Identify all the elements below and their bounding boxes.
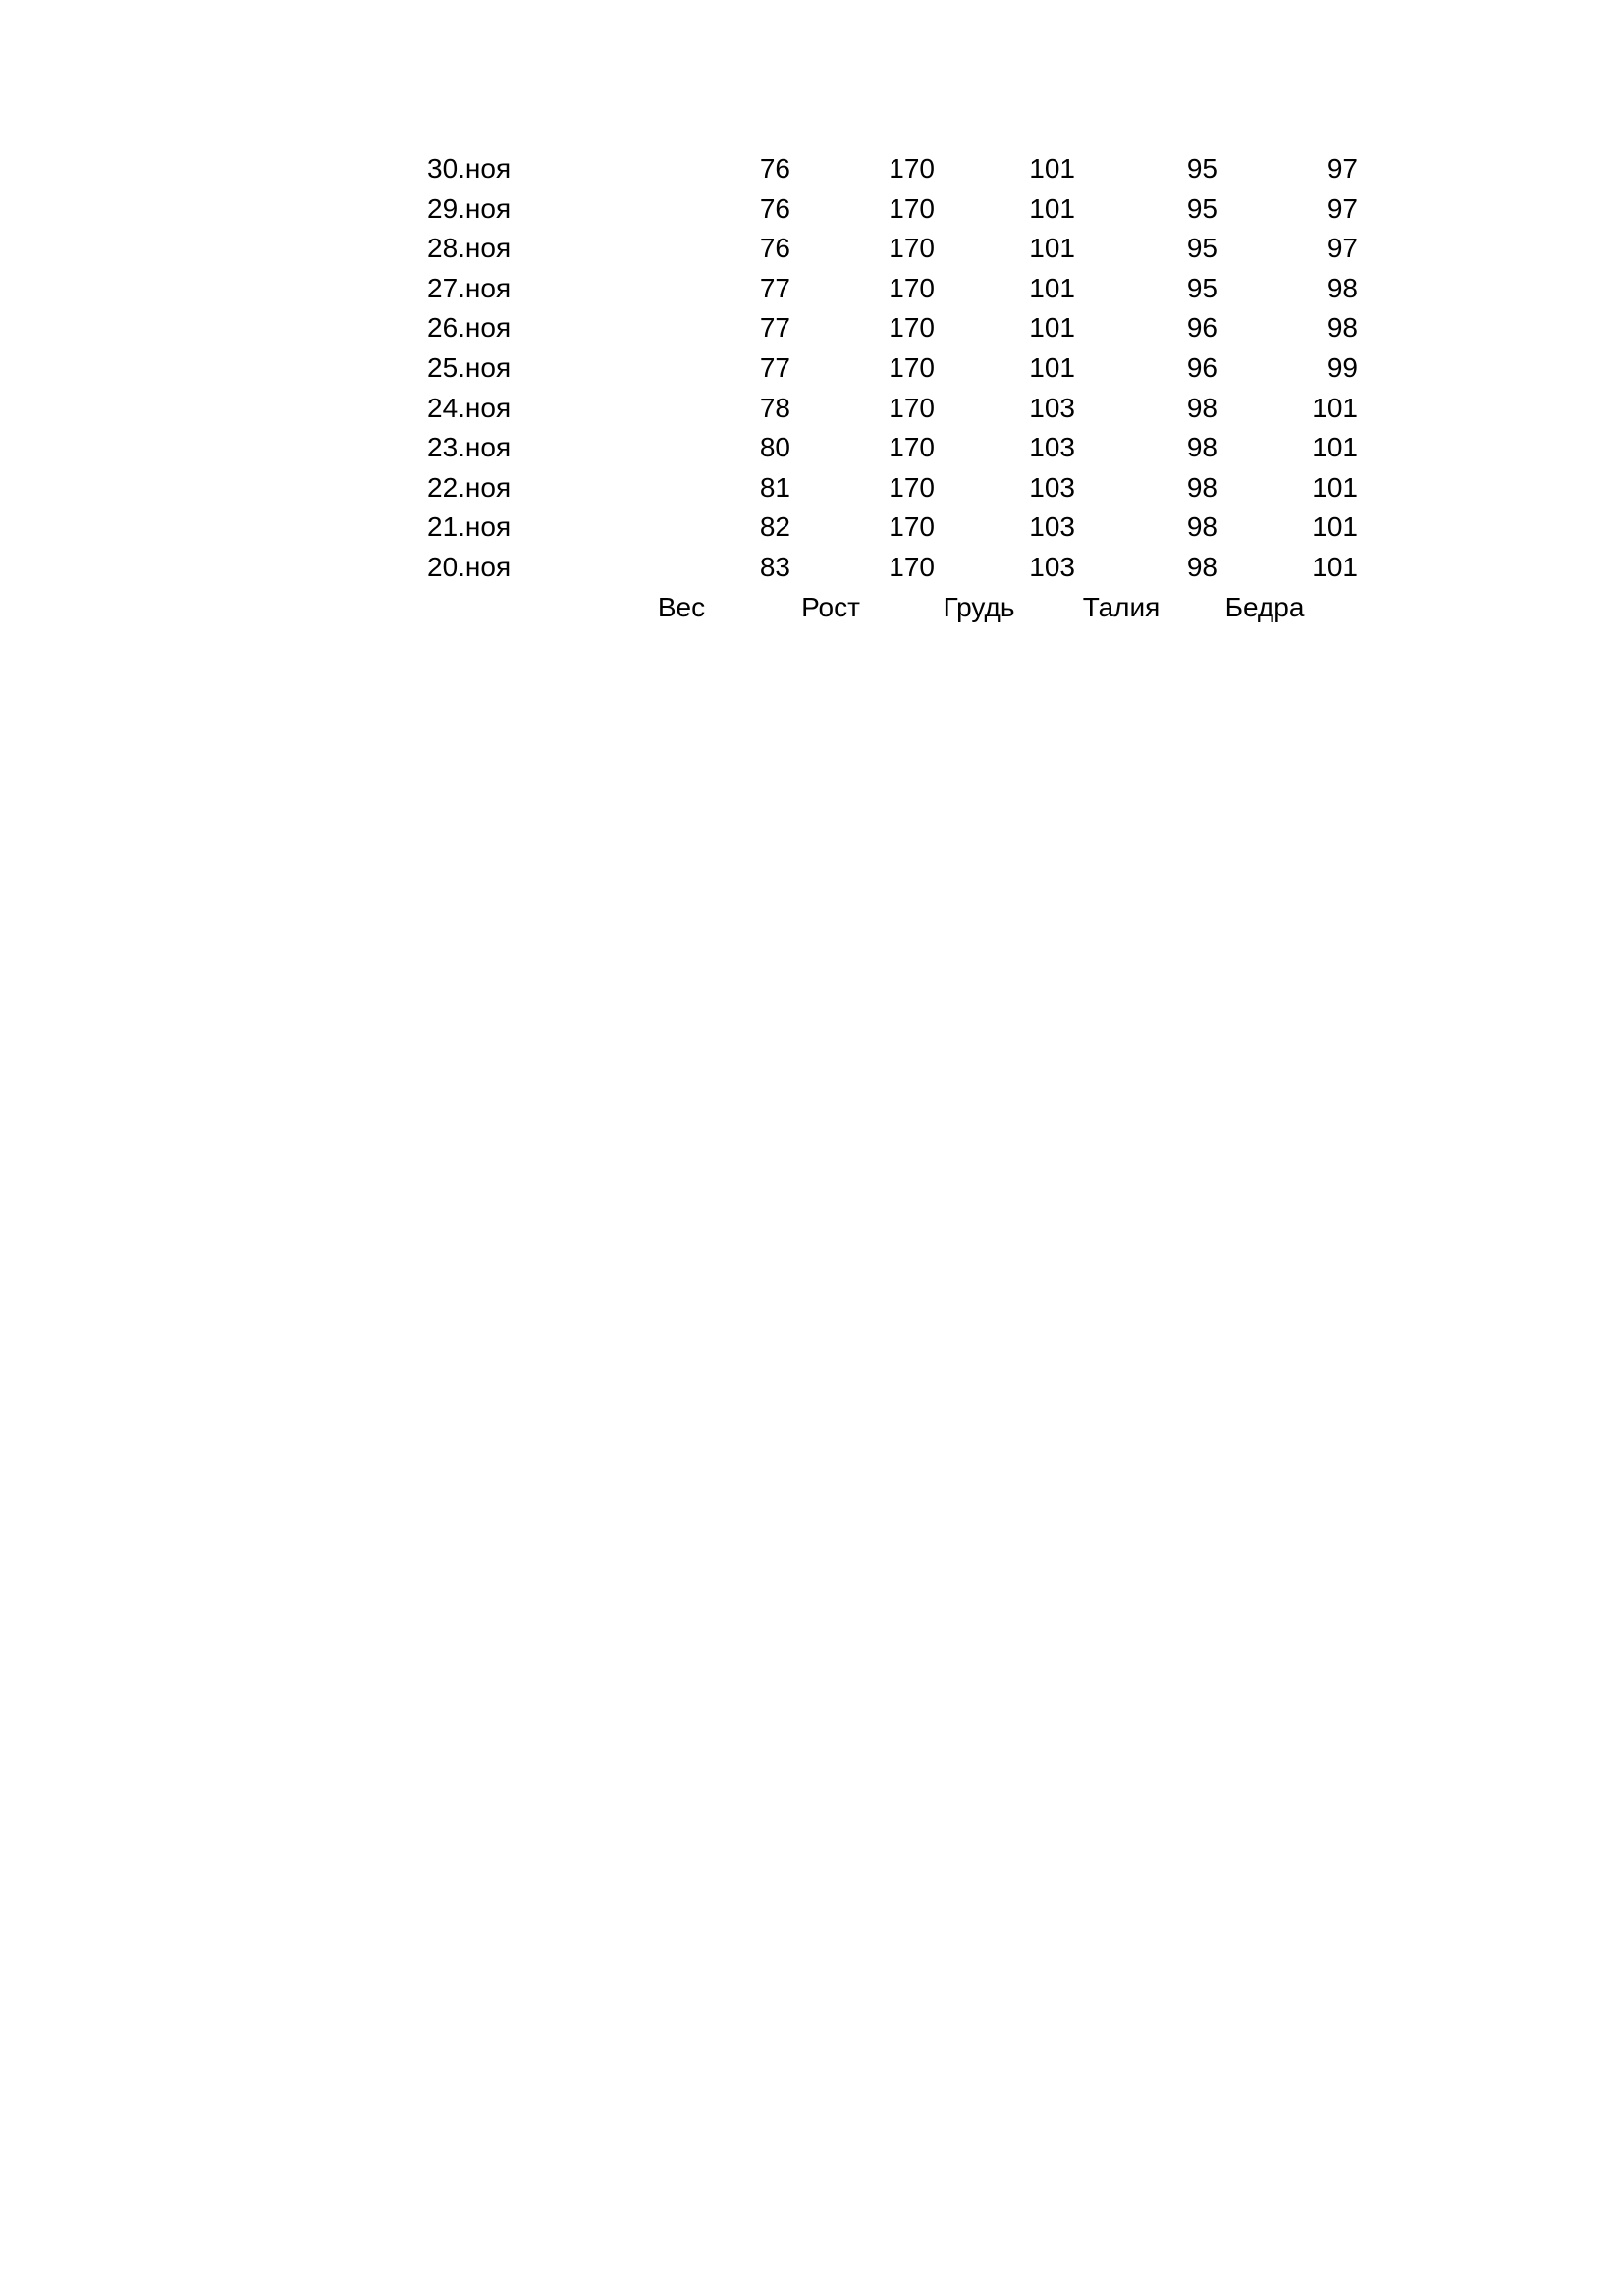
waist-cell: 95 <box>1186 272 1218 303</box>
column-header-weight: Вес <box>657 591 706 622</box>
hips-cell: 98 <box>1326 312 1358 344</box>
column-header-height: Рост <box>801 591 860 622</box>
date-cell: 21.ноя <box>427 511 512 543</box>
hips-cell: 97 <box>1326 233 1358 264</box>
column-header-hips: Бедра <box>1224 591 1305 622</box>
weight-cell: 77 <box>759 272 790 303</box>
chest-cell: 103 <box>1029 511 1075 543</box>
height-cell: 170 <box>889 192 935 224</box>
waist-cell: 95 <box>1186 233 1218 264</box>
date-cell: 23.ноя <box>427 432 512 463</box>
height-cell: 170 <box>889 312 935 344</box>
date-cell: 22.ноя <box>427 471 512 503</box>
height-cell: 170 <box>889 432 935 463</box>
chest-cell: 101 <box>1029 272 1075 303</box>
chest-cell: 103 <box>1029 471 1075 503</box>
date-cell: 20.ноя <box>427 551 512 582</box>
weight-cell: 83 <box>759 551 790 582</box>
waist-cell: 98 <box>1186 471 1218 503</box>
chest-cell: 103 <box>1029 432 1075 463</box>
chest-cell: 101 <box>1029 153 1075 184</box>
date-cell: 29.ноя <box>427 192 512 224</box>
weight-cell: 78 <box>759 392 790 423</box>
hips-cell: 101 <box>1312 551 1358 582</box>
height-cell: 170 <box>889 511 935 543</box>
waist-cell: 98 <box>1186 551 1218 582</box>
date-cell: 25.ноя <box>427 351 512 383</box>
table-row <box>0 149 1624 189</box>
table-row <box>0 548 1624 588</box>
weight-cell: 77 <box>759 351 790 383</box>
waist-cell: 95 <box>1186 192 1218 224</box>
height-cell: 170 <box>889 153 935 184</box>
height-cell: 170 <box>889 551 935 582</box>
table-row <box>0 269 1624 309</box>
height-cell: 170 <box>889 233 935 264</box>
column-header-chest: Грудь <box>943 591 1015 622</box>
chest-cell: 101 <box>1029 233 1075 264</box>
chest-cell: 103 <box>1029 551 1075 582</box>
table-row <box>0 189 1624 230</box>
chest-cell: 103 <box>1029 392 1075 423</box>
date-cell: 30.ноя <box>427 153 512 184</box>
hips-cell: 101 <box>1312 432 1358 463</box>
hips-cell: 98 <box>1326 272 1358 303</box>
waist-cell: 96 <box>1186 312 1218 344</box>
hips-cell: 101 <box>1312 511 1358 543</box>
waist-cell: 98 <box>1186 432 1218 463</box>
table-row <box>0 468 1624 508</box>
date-cell: 26.ноя <box>427 312 512 344</box>
spreadsheet-table <box>0 149 1624 627</box>
height-cell: 170 <box>889 392 935 423</box>
hips-cell: 97 <box>1326 192 1358 224</box>
weight-cell: 82 <box>759 511 790 543</box>
chest-cell: 101 <box>1029 192 1075 224</box>
hips-cell: 99 <box>1326 351 1358 383</box>
weight-cell: 81 <box>759 471 790 503</box>
chest-cell: 101 <box>1029 312 1075 344</box>
waist-cell: 95 <box>1186 153 1218 184</box>
weight-cell: 77 <box>759 312 790 344</box>
table-row <box>0 229 1624 269</box>
weight-cell: 76 <box>759 233 790 264</box>
hips-cell: 101 <box>1312 392 1358 423</box>
chest-cell: 101 <box>1029 351 1075 383</box>
hips-cell: 97 <box>1326 153 1358 184</box>
waist-cell: 96 <box>1186 351 1218 383</box>
height-cell: 170 <box>889 351 935 383</box>
weight-cell: 76 <box>759 192 790 224</box>
waist-cell: 98 <box>1186 392 1218 423</box>
hips-cell: 101 <box>1312 471 1358 503</box>
height-cell: 170 <box>889 272 935 303</box>
header-row <box>0 588 1624 628</box>
table-row <box>0 308 1624 348</box>
table-row <box>0 428 1624 468</box>
height-cell: 170 <box>889 471 935 503</box>
date-cell: 27.ноя <box>427 272 512 303</box>
table-row <box>0 348 1624 389</box>
date-cell: 24.ноя <box>427 392 512 423</box>
table-row <box>0 389 1624 429</box>
table-row <box>0 507 1624 548</box>
waist-cell: 98 <box>1186 511 1218 543</box>
weight-cell: 80 <box>759 432 790 463</box>
date-cell: 28.ноя <box>427 233 512 264</box>
column-header-waist: Талия <box>1082 591 1161 622</box>
weight-cell: 76 <box>759 153 790 184</box>
